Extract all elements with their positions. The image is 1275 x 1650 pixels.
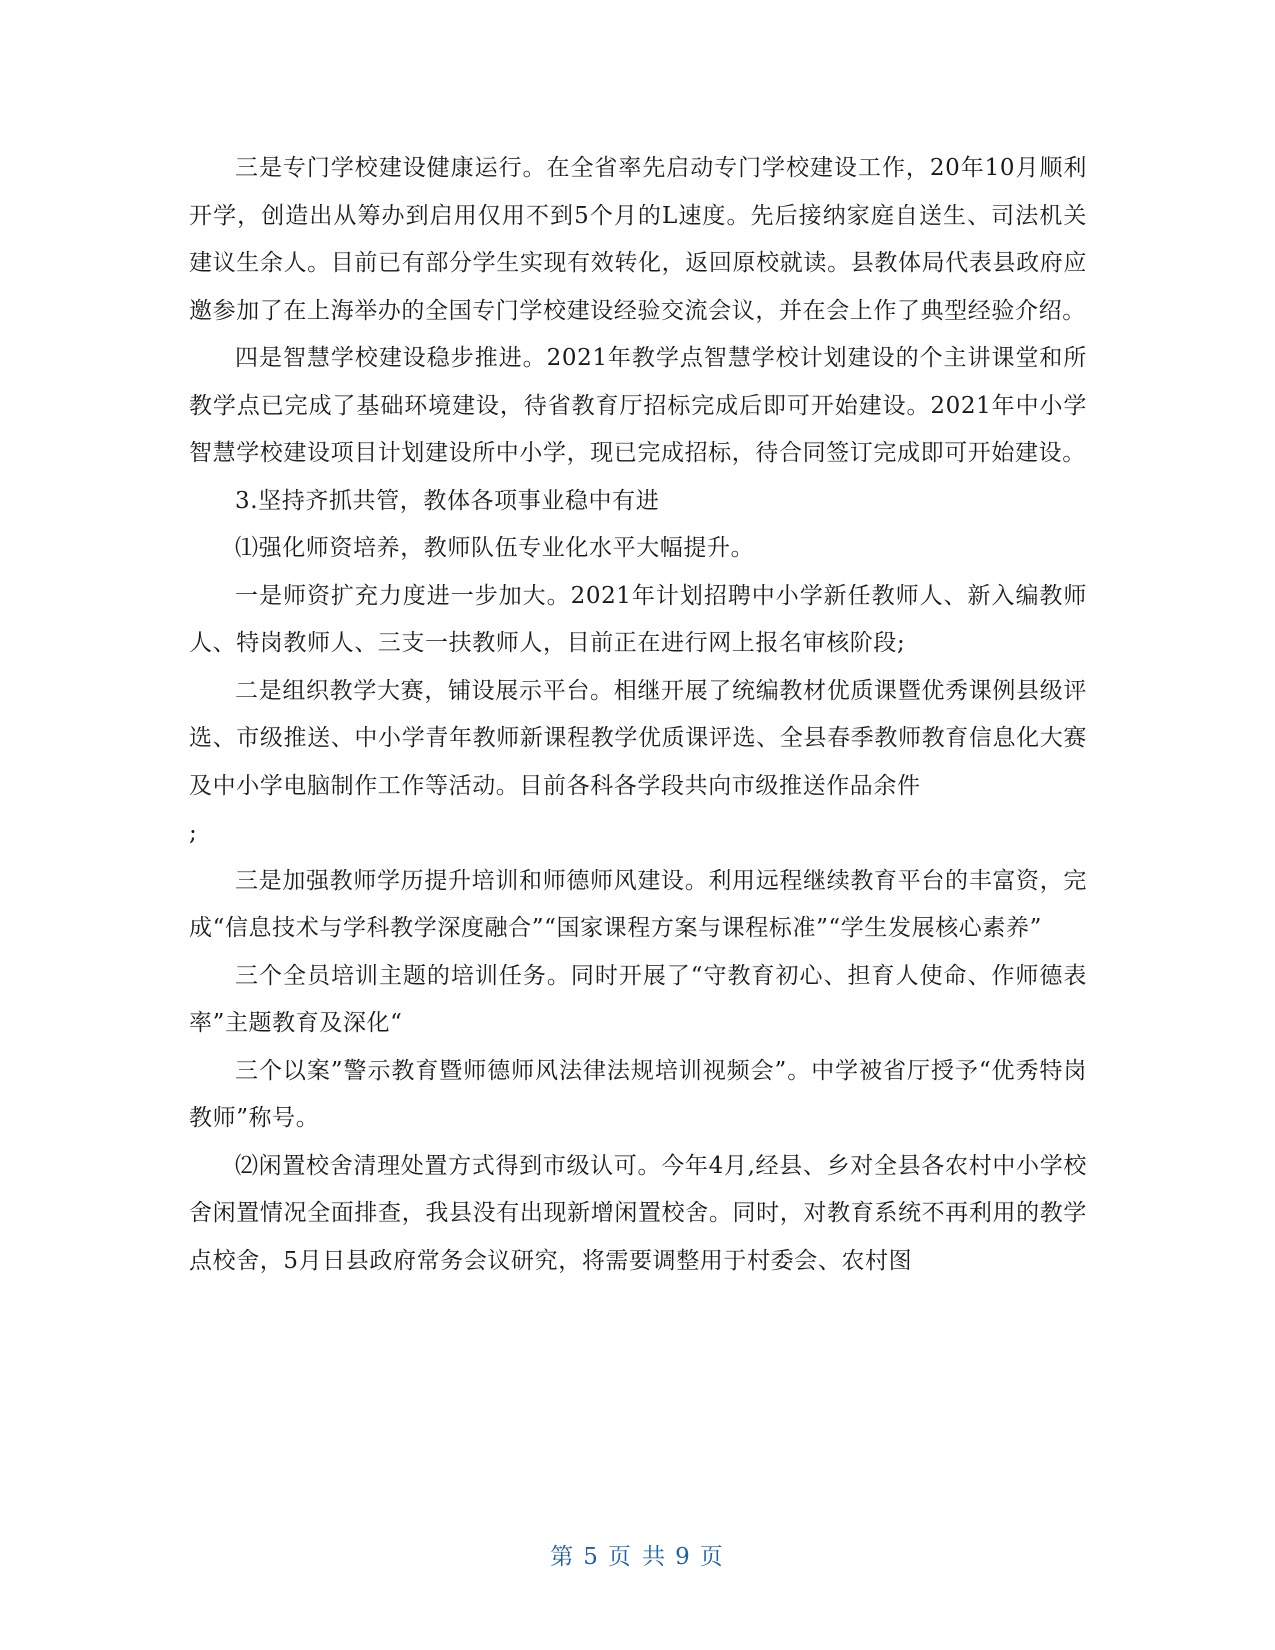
document-body (189, 145, 1087, 1285)
footer-middle: 页 共 (607, 1544, 668, 1570)
paragraph-training-themes: 三个全员培训主题的培训任务。同时开展了“守教育初心、担育人使命、作师德表率”主题教育及深化“ (189, 962, 1087, 1036)
paragraph-teacher-training: 三是加强教师学历提升培训和师德师风建设。利用远程继续教育平台的丰富资，完成“信息技术与学科教学深度融合”“国家课程方案与课程标准”“学生发展核心素养” (189, 867, 1087, 941)
footer-total-pages: 9 (675, 1544, 692, 1570)
paragraph-smart-school: 四是智慧学校建设稳步推进。2021年教学点智慧学校计划建设的个主讲课堂和所教学点已完成了基础环境建设，待省教育厅招标完成后即可开始建设。2021年中小学智慧学校建设项目计划建设所中小学，现已完成招标，待合同签订完成即可开始建设。 (189, 345, 1087, 466)
paragraph-warning-education: 三个以案”警示教育暨师德师风法律法规培训视频会”。中学被省厅授予“优秀特岗教师”称号。 (189, 1057, 1087, 1131)
paragraph-stray-semicolon: ; (189, 820, 198, 846)
footer-suffix: 页 (699, 1544, 725, 1570)
footer-prefix: 第 (550, 1544, 576, 1570)
section-heading-3: 3.坚持齐抓共管，教体各项事业稳中有进 (235, 487, 660, 514)
subsection-heading-1: ⑴强化师资培养，教师队伍专业化水平大幅提升。 (235, 535, 755, 561)
footer-page-number: 5 (583, 1544, 600, 1570)
paragraph-teaching-contest: 二是组织教学大赛，铺设展示平台。相继开展了统编教材优质课暨优秀课例县级评选、市级推送、中小学青年教师新课程教学优质课评选、全县春季教师教育信息化大赛及中小学电脑制作工作等活动。目前各科各学段共向市级推送作品余件 (189, 677, 1087, 799)
paragraph-teacher-recruitment: 一是师资扩充力度进一步加大。2021年计划招聘中小学新任教师人、新入编教师人、特岗教师人、三支一扶教师人，目前正在进行网上报名审核阶段; (189, 582, 1087, 656)
paragraph-idle-school-buildings: ⑵闲置校舍清理处置方式得到市级认可。今年4月,经县、乡对全县各农村中小学校舍闲置情况全面排查，我县没有出现新增闲置校舍。同时，对教育系统不再利用的教学点校舍，5月日县政府常务会议研究，将需要调整用于村委会、农村图 (189, 1152, 1087, 1274)
paragraph-specialized-school: 三是专门学校建设健康运行。在全省率先启动专门学校建设工作，20年10月顺利开学，创造出从筹办到启用仅用不到5个月的L速度。先后接纳家庭自送生、司法机关建议生余人。目前已有部分学生实现有效转化，返回原校就读。县教体局代表县政府应邀参加了在上海举办的全国专门学校建设经验交流会议，并在会上作了典型经验介绍。 (189, 155, 1087, 324)
page-footer (0, 1538, 1275, 1571)
